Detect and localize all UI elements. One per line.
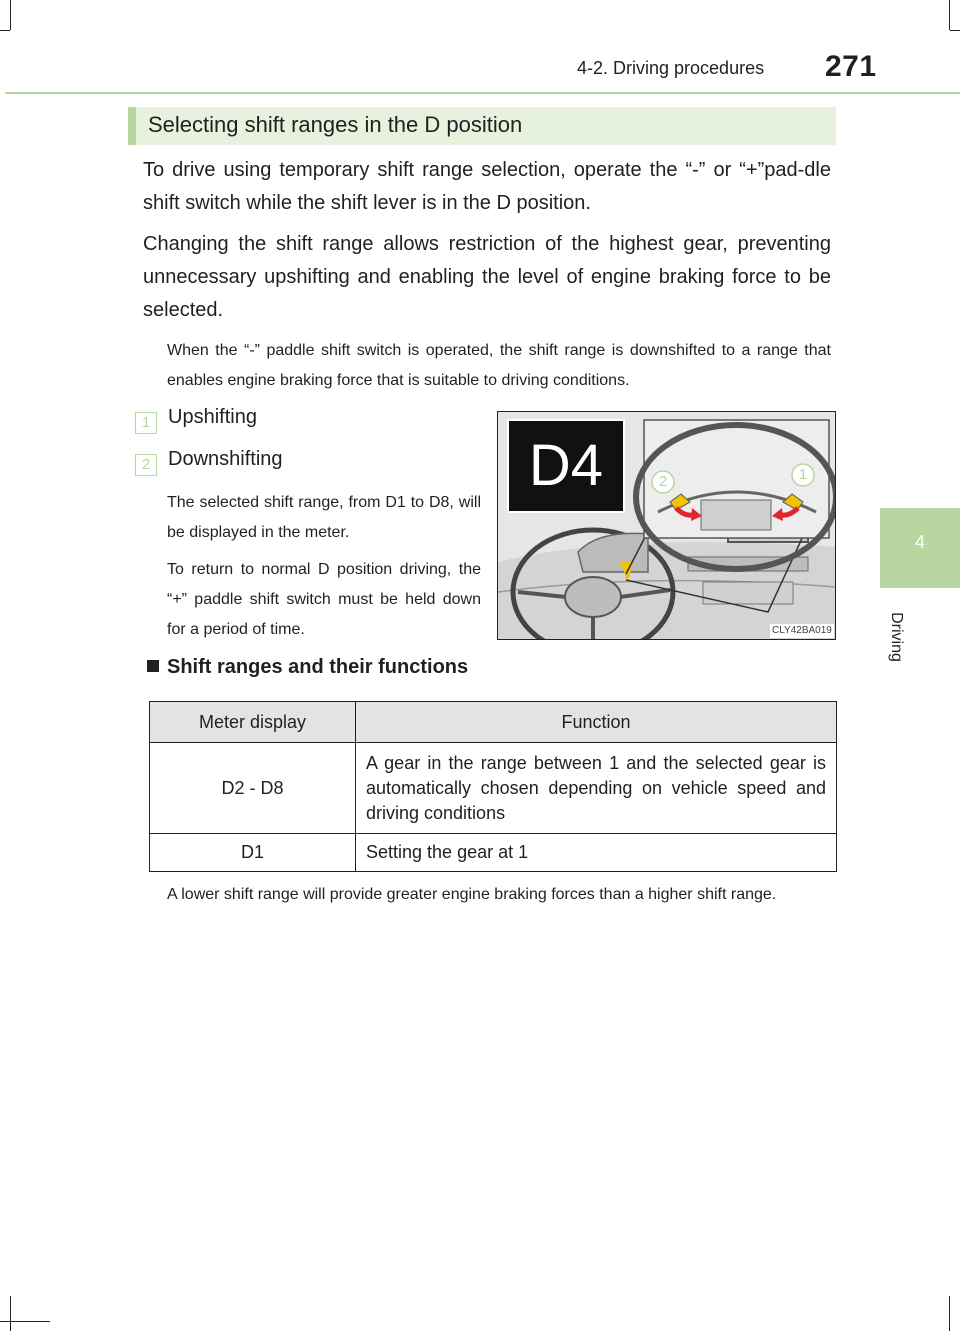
paddle-shift-illustration	[497, 411, 836, 640]
crop-mark	[949, 0, 950, 30]
item-number-badge: 2	[135, 454, 157, 476]
running-head: 4-2. Driving procedures	[577, 58, 765, 78]
square-bullet-icon	[147, 660, 159, 672]
paragraph-2: Changing the shift range allows restriction of the highest gear, preventing unnecessary upshifting and enabling the level of engine braking force to be selected.	[143, 233, 831, 321]
table-row	[150, 834, 837, 872]
table-header-row	[150, 702, 837, 743]
return-note: To return to normal D position driving, the “+” paddle shift switch must be held down for a period of time.	[167, 561, 481, 638]
note-paragraph: When the “-” paddle shift switch is operated, the shift range is downshifted to a range that enables engine braking force that is suitable to driving conditions.	[167, 342, 831, 389]
crop-mark	[10, 1296, 11, 1331]
display-note: The selected shift range, from D1 to D8, will be displayed in the meter.	[167, 494, 481, 541]
item-number-badge: 1	[135, 412, 157, 434]
shift-range-table	[149, 701, 837, 872]
cell-function: Setting the gear at 1	[356, 834, 837, 872]
subsection-title: Shift ranges and their functions	[167, 656, 469, 678]
meter-display-text: D4	[528, 433, 604, 498]
crop-mark	[949, 1296, 950, 1331]
chapter-label: Driving	[888, 612, 905, 662]
paragraph-1: To drive using temporary shift range selection, operate the “-” or “+”pad-dle shift switch while the shift lever is in the D position.	[143, 159, 831, 214]
crop-mark	[950, 30, 960, 31]
item-label-upshifting: Upshifting	[168, 406, 257, 428]
section-heading	[128, 107, 836, 145]
item-label-downshifting: Downshifting	[168, 448, 283, 470]
page-number: 271	[825, 50, 877, 83]
column-header-function: Function	[356, 702, 837, 743]
callout-2: 2	[658, 473, 668, 490]
section-title: Selecting shift ranges in the D position	[148, 112, 523, 137]
subsection-heading	[147, 656, 468, 679]
crop-mark	[0, 1321, 50, 1322]
cell-meter-display: D1	[150, 834, 356, 872]
table-row	[150, 743, 837, 834]
cell-meter-display: D2 - D8	[150, 743, 356, 834]
crop-mark	[0, 30, 10, 31]
figure-code: CLY42BA019	[772, 625, 832, 636]
crop-mark	[10, 0, 11, 30]
callout-1: 1	[798, 466, 808, 483]
header-rule	[5, 92, 960, 94]
column-header-meter-display: Meter display	[150, 702, 356, 743]
chapter-tab	[880, 508, 960, 588]
chapter-number: 4	[914, 532, 925, 552]
footer-note: A lower shift range will provide greater engine braking forces than a higher shift range.	[167, 886, 777, 903]
cell-function: A gear in the range between 1 and the selected gear is automatically chosen depending on vehicle speed and driving conditions	[356, 743, 837, 834]
